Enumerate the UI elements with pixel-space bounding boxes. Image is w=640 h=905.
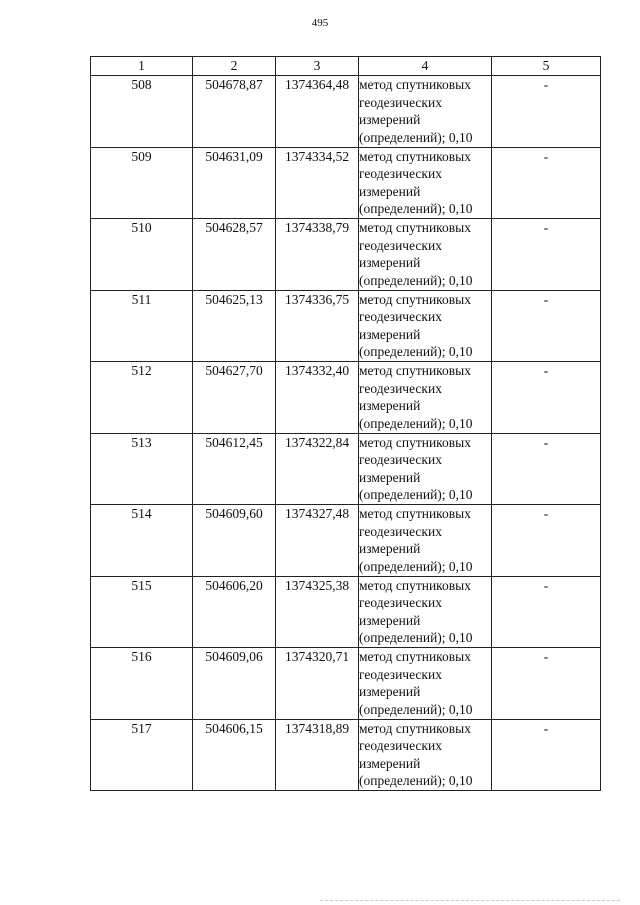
method-text-line: метод спутниковых <box>359 148 471 164</box>
method-text-line: метод спутниковых <box>359 220 471 235</box>
method-cell <box>359 576 492 648</box>
method-text-line: метод спутниковых <box>359 649 471 664</box>
column-5-cell: - <box>492 433 601 505</box>
table-row <box>91 433 601 505</box>
method-text-line: измерений <box>359 612 421 628</box>
method-text-line: метод спутниковых <box>359 506 471 521</box>
x-coordinate-cell: 504606,20 <box>193 576 276 648</box>
x-coordinate-cell: 504612,45 <box>193 433 276 505</box>
table-row <box>91 648 601 720</box>
method-cell <box>359 719 492 791</box>
point-number-cell: 515 <box>91 576 193 648</box>
y-coordinate-cell: 1374322,84 <box>276 433 359 505</box>
method-text-line: геодезических <box>359 595 442 610</box>
method-cell <box>359 433 492 505</box>
column-5-cell: - <box>492 505 601 577</box>
method-text-line: геодезических <box>359 738 442 753</box>
point-number-cell: 508 <box>91 76 193 148</box>
point-number-cell: 517 <box>91 719 193 791</box>
method-cell <box>359 147 492 219</box>
column-5-cell: - <box>492 719 601 791</box>
method-text-line: измерений <box>359 469 421 485</box>
method-text-line: метод спутниковых <box>359 291 471 307</box>
table-row <box>91 76 601 148</box>
method-text-line: измерений <box>359 326 421 342</box>
table-row <box>91 576 601 648</box>
point-number-cell: 510 <box>91 219 193 291</box>
method-text-line: измерений <box>359 255 421 270</box>
x-coordinate-cell: 504631,09 <box>193 147 276 219</box>
point-number-cell: 509 <box>91 147 193 219</box>
column-header: 5 <box>492 57 601 76</box>
table-row <box>91 505 601 577</box>
method-cell <box>359 76 492 148</box>
method-text-line: (определений); 0,10 <box>359 630 473 645</box>
point-number-cell: 513 <box>91 433 193 505</box>
column-5-cell: - <box>492 147 601 219</box>
method-text-line: геодезических <box>359 452 442 467</box>
y-coordinate-cell: 1374320,71 <box>276 648 359 720</box>
method-text-line: (определений); 0,10 <box>359 272 473 288</box>
column-header: 3 <box>276 57 359 76</box>
method-text-line: геодезических <box>359 166 442 181</box>
y-coordinate-cell: 1374338,79 <box>276 219 359 291</box>
method-text-line: геодезических <box>359 380 442 396</box>
method-text-line: измерений <box>359 684 421 699</box>
point-number-cell: 511 <box>91 290 193 362</box>
x-coordinate-cell: 504609,60 <box>193 505 276 577</box>
table-body <box>91 76 601 791</box>
y-coordinate-cell: 1374332,40 <box>276 362 359 434</box>
method-text-line: измерений <box>359 398 421 413</box>
method-text-line: метод спутниковых <box>359 77 471 92</box>
method-text-line: измерений <box>359 541 421 556</box>
column-5-cell: - <box>492 648 601 720</box>
column-5-cell: - <box>492 362 601 434</box>
column-5-cell: - <box>492 219 601 291</box>
point-number-cell: 512 <box>91 362 193 434</box>
column-5-cell: - <box>492 76 601 148</box>
x-coordinate-cell: 504678,87 <box>193 76 276 148</box>
column-5-cell: - <box>492 290 601 362</box>
method-cell <box>359 648 492 720</box>
column-5-cell: - <box>492 576 601 648</box>
method-text-line: метод спутниковых <box>359 577 471 593</box>
column-header: 2 <box>193 57 276 76</box>
method-cell <box>359 219 492 291</box>
table-row <box>91 219 601 291</box>
method-text-line: геодезических <box>359 309 442 324</box>
column-header: 4 <box>359 57 492 76</box>
coordinates-table <box>90 56 601 791</box>
x-coordinate-cell: 504628,57 <box>193 219 276 291</box>
method-text-line: измерений <box>359 755 421 771</box>
method-text-line: (определений); 0,10 <box>359 487 473 502</box>
method-cell <box>359 290 492 362</box>
method-text-line: (определений); 0,10 <box>359 701 473 717</box>
method-text-line: метод спутниковых <box>359 434 471 450</box>
method-text-line: метод спутниковых <box>359 363 471 378</box>
method-text-line: метод спутниковых <box>359 720 471 736</box>
point-number-cell: 514 <box>91 505 193 577</box>
y-coordinate-cell: 1374327,48 <box>276 505 359 577</box>
method-text-line: (определений); 0,10 <box>359 201 473 216</box>
y-coordinate-cell: 1374336,75 <box>276 290 359 362</box>
method-text-line: измерений <box>359 183 421 199</box>
scan-artifact-line <box>320 900 620 903</box>
x-coordinate-cell: 504609,06 <box>193 648 276 720</box>
method-text-line: измерений <box>359 112 421 127</box>
y-coordinate-cell: 1374334,52 <box>276 147 359 219</box>
method-cell <box>359 362 492 434</box>
method-text-line: геодезических <box>359 237 442 253</box>
method-text-line: (определений); 0,10 <box>359 344 473 359</box>
y-coordinate-cell: 1374318,89 <box>276 719 359 791</box>
table-header-row <box>91 57 601 76</box>
x-coordinate-cell: 504627,70 <box>193 362 276 434</box>
method-text-line: (определений); 0,10 <box>359 129 473 145</box>
column-header: 1 <box>91 57 193 76</box>
method-text-line: (определений); 0,10 <box>359 558 473 574</box>
page-number: 495 <box>311 17 329 29</box>
x-coordinate-cell: 504606,15 <box>193 719 276 791</box>
y-coordinate-cell: 1374325,38 <box>276 576 359 648</box>
method-text-line: (определений); 0,10 <box>359 773 473 788</box>
method-text-line: (определений); 0,10 <box>359 415 473 431</box>
method-text-line: геодезических <box>359 94 442 110</box>
method-text-line: геодезических <box>359 523 442 539</box>
table-row <box>91 147 601 219</box>
table-row <box>91 290 601 362</box>
x-coordinate-cell: 504625,13 <box>193 290 276 362</box>
table-row <box>91 719 601 791</box>
method-text-line: геодезических <box>359 666 442 682</box>
table-row <box>91 362 601 434</box>
method-cell <box>359 505 492 577</box>
point-number-cell: 516 <box>91 648 193 720</box>
y-coordinate-cell: 1374364,48 <box>276 76 359 148</box>
